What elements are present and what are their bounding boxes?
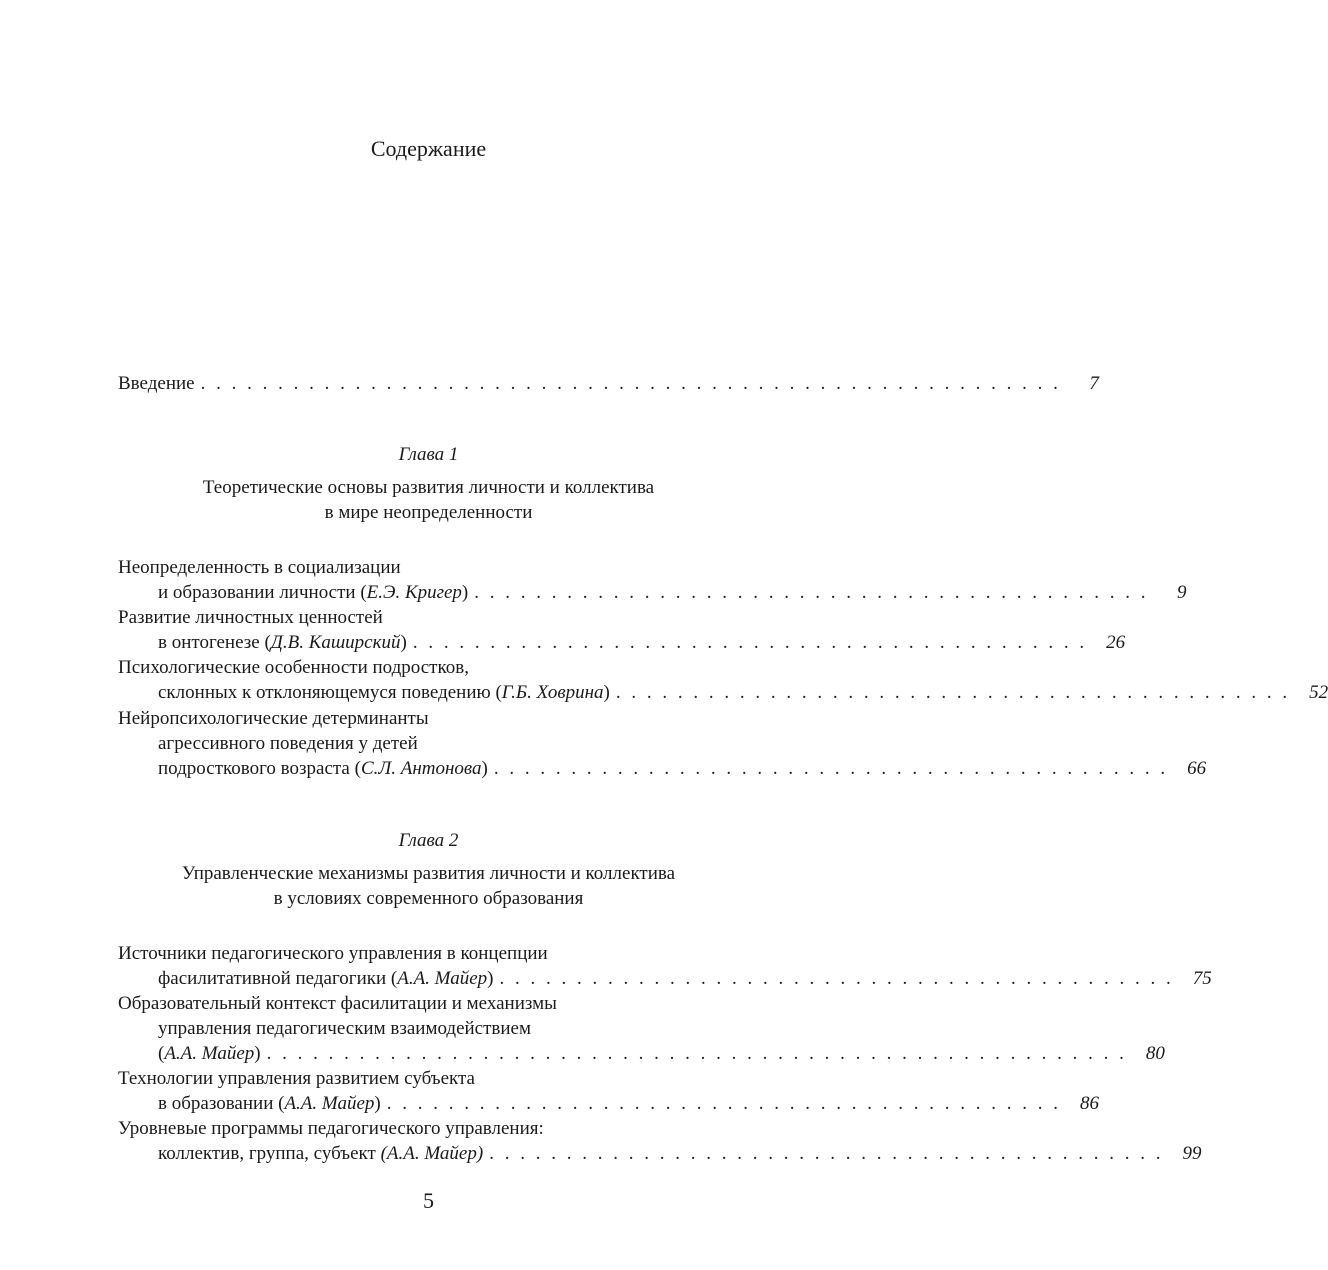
toc-entry-line[interactable]: Технологии управления развитием субъекта <box>118 1068 475 1089</box>
toc-entry-line[interactable] <box>158 630 1126 655</box>
author-name: (А.А. Майер) <box>380 1143 484 1164</box>
toc-page-number: 99 <box>1182 1143 1202 1164</box>
toc-entry-text: в образовании (А.А. Майер) <box>158 1093 381 1114</box>
toc-entry-text: в онтогенезе (Д.В. Каширский) <box>158 632 407 653</box>
toc-entry-line[interactable] <box>158 1041 1165 1066</box>
toc-entry-text: склонных к отклоняющемуся поведению (Г.Б. Ховрина) <box>158 682 610 703</box>
dot-leader: . . . . . . . . . . . . . . . . . . . . . . . . . . . . . . . . . . . . . . . . . . . . <box>493 758 1169 779</box>
toc-entry-text: коллектив, группа, субъект (А.А. Майер) <box>158 1143 484 1164</box>
toc-page-number: 80 <box>1145 1043 1165 1064</box>
dot-leader: . . . . . . . . . . . . . . . . . . . . . . . . . . . . . . . . . . . . . . . . . . . . . . . . . . . . . . . . <box>266 1043 1127 1064</box>
toc-entry-label: Введение <box>118 373 195 394</box>
toc-page-number: 66 <box>1187 758 1207 779</box>
toc-entry-text: и образовании личности (Е.Э. Кригер) <box>158 582 469 603</box>
toc-entry-line[interactable]: Нейропсихологические детерминанты <box>118 708 429 729</box>
author-name: Г.Б. Ховрина <box>501 682 604 703</box>
toc-entry-text: (А.А. Майер) <box>158 1043 261 1064</box>
toc-entry-line[interactable]: Психологические особенности подростков, <box>118 657 469 678</box>
author-name: С.Л. Антонова <box>360 758 482 779</box>
toc-entry-line[interactable] <box>158 580 1187 605</box>
toc-entry-line[interactable] <box>158 756 1207 781</box>
dot-leader: . . . . . . . . . . . . . . . . . . . . . . . . . . . . . . . . . . . . . . . . . . . . <box>412 632 1088 653</box>
toc-entry-text: фасилитативной педагогики (А.А. Майер) <box>158 968 494 989</box>
toc-entry-line[interactable]: Неопределенность в социализации <box>118 557 401 578</box>
toc-entry-line[interactable] <box>158 966 1212 991</box>
toc-entry-line[interactable] <box>158 1141 1202 1166</box>
toc-entry-line[interactable]: Источники педагогического управления в концепции <box>118 943 548 964</box>
toc-entry-line[interactable] <box>158 680 1328 705</box>
toc-entry-line[interactable]: агрессивного поведения у детей <box>158 733 418 754</box>
toc-page-number: 75 <box>1192 968 1212 989</box>
page-title: Содержание <box>370 136 487 161</box>
dot-leader: . . . . . . . . . . . . . . . . . . . . . . . . . . . . . . . . . . . . . . . . . . . . <box>386 1093 1061 1114</box>
toc-entry-line[interactable]: Уровневые программы педагогического управления: <box>118 1118 544 1139</box>
author-name: Е.Э. Кригер <box>366 582 462 603</box>
chapter-title-line: в мире неопределенности <box>324 502 533 523</box>
chapter-label: Глава 2 <box>398 830 459 851</box>
author-name: Д.В. Каширский <box>270 632 401 653</box>
chapter-title-line: Теоретические основы развития личности и коллектива <box>202 477 655 498</box>
author-name: А.А. Майер <box>164 1043 255 1064</box>
page-number: 5 <box>423 1188 434 1213</box>
dot-leader: . . . . . . . . . . . . . . . . . . . . . . . . . . . . . . . . . . . . . . . . . . . . <box>499 968 1174 989</box>
toc-page-number: 52 <box>1309 682 1328 703</box>
dot-leader: . . . . . . . . . . . . . . . . . . . . . . . . . . . . . . . . . . . . . . . . . . . . . . . . . . . . . . . . <box>200 373 1061 394</box>
author-name: А.А. Майер <box>284 1093 375 1114</box>
chapter-label: Глава 1 <box>398 444 459 465</box>
dot-leader: . . . . . . . . . . . . . . . . . . . . . . . . . . . . . . . . . . . . . . . . . . . . <box>474 582 1149 603</box>
toc-entry-line[interactable]: управления педагогическим взаимодействием <box>158 1018 532 1039</box>
author-name: А.А. Майер <box>397 968 488 989</box>
toc-entry-line[interactable]: Образовательный контекст фасилитации и механизмы <box>118 993 557 1014</box>
toc-entry-text: подросткового возраста (С.Л. Антонова) <box>158 758 488 779</box>
toc-entry-line[interactable]: Развитие личностных ценностей <box>118 607 383 628</box>
toc-entry-line[interactable] <box>158 1091 1099 1116</box>
dot-leader: . . . . . . . . . . . . . . . . . . . . . . . . . . . . . . . . . . . . . . . . . . . . <box>615 682 1291 703</box>
toc-page-number: 7 <box>1089 373 1099 394</box>
toc-entry-intro[interactable] <box>118 371 1099 396</box>
dot-leader: . . . . . . . . . . . . . . . . . . . . . . . . . . . . . . . . . . . . . . . . . . . . <box>489 1143 1164 1164</box>
toc-page-number: 26 <box>1106 632 1126 653</box>
chapter-title-line: в условиях современного образования <box>273 888 584 909</box>
chapter-title-line: Управленческие механизмы развития личности и коллектива <box>181 863 676 884</box>
toc-page-number: 86 <box>1079 1093 1099 1114</box>
toc-page-number: 9 <box>1177 582 1187 603</box>
